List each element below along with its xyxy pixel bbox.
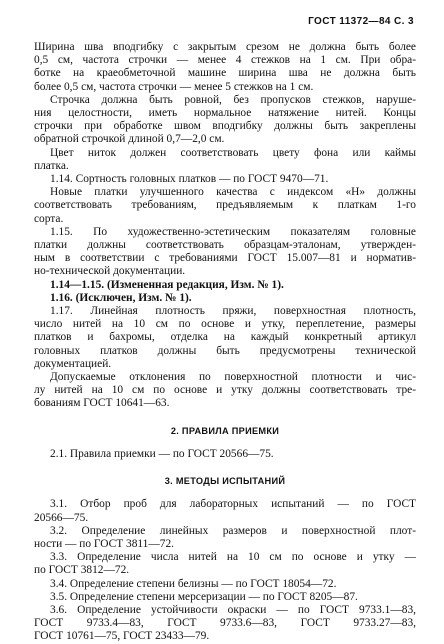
paragraph	[34, 173, 416, 186]
paragraph	[34, 604, 416, 644]
text-line: 3.4. Определение степени белизны — по ГОСТ 18054—72.	[50, 577, 337, 590]
text-line: 0,5 см, частота строчки — менее 4 стежков на 1 см. При обра-	[34, 54, 416, 67]
text-line: обратной строчкой длиной 0,7—2,0 см.	[34, 133, 225, 146]
text-line: платков и бахромы, отделка на каждый конкретный артикул	[34, 331, 416, 344]
text-line: Ширина шва вподгибку с закрытым срезом не должна быть более	[34, 41, 416, 53]
amendment-note	[34, 279, 416, 292]
text-line: 3.2. Определение линейных размеров и поверхностной плот-	[50, 524, 416, 537]
text-line: ГОСТ 9733.4—83, ГОСТ 9733.6—83, ГОСТ 9733.27—83,	[34, 617, 416, 630]
excluded-note	[34, 292, 416, 305]
text-line: 3.5. Определение степени мерсеризации — по ГОСТ 8205—87.	[50, 590, 358, 603]
paragraph	[34, 551, 416, 577]
text-line: 2.1. Правила приемки — по ГОСТ 20566—75.	[50, 447, 274, 460]
text-line: 1.15. По художественно-эстетическим показателям головные	[50, 225, 416, 238]
section-heading: 2. ПРАВИЛА ПРИЕМКИ	[170, 425, 280, 436]
paragraph	[34, 186, 416, 226]
paragraph	[34, 371, 416, 411]
text-line: головных платков должны быть предусмотрены технической	[34, 344, 416, 357]
text-line: 1.16. (Исключен, Изм. № 1).	[50, 291, 192, 304]
text-line: сорта.	[34, 212, 64, 225]
text-line: ности — по ГОСТ 3811—72.	[34, 537, 174, 550]
text-line: но-технической документации.	[34, 265, 186, 278]
text-line: 3.6. Определение устойчивости окраски — по ГОСТ 9733.1—83,	[50, 603, 416, 616]
text-line: 1.14—1.15. (Измененная редакция, Изм. № 1).	[50, 278, 284, 291]
text-line: ния целостности, иметь нормальное натяжение нитей. Концы	[34, 107, 416, 120]
document-body	[34, 41, 416, 644]
text-line: более 0,5 см, частота строчки — менее 5 стежков на 1 см.	[34, 80, 314, 93]
paragraph	[34, 498, 416, 524]
running-head: ГОСТ 11372—84 С. 3	[308, 16, 414, 27]
text-line: лу нитей на 10 см по основе и утку должны соответствовать тре-	[34, 384, 416, 397]
text-line: 1.14. Сортность головных платков — по ГОСТ 9470—71.	[50, 173, 329, 186]
text-line: документацией.	[34, 357, 112, 370]
text-line: Цвет ниток должен соответствовать цвету фона или каймы	[50, 146, 416, 159]
text-line: 20566—75.	[34, 511, 89, 524]
paragraph	[34, 578, 416, 591]
paragraph	[34, 591, 416, 604]
text-line: число нитей на 10 см по основе и утку, переплетение, размеры	[34, 318, 416, 331]
text-line: платка.	[34, 159, 69, 172]
paragraph	[34, 525, 416, 551]
paragraph	[34, 448, 416, 461]
text-line: строчки при обработке швом вподгибку должны быть закреплены	[34, 120, 416, 133]
paragraph	[34, 94, 416, 147]
paragraph	[34, 226, 416, 279]
text-line: Строчка должна быть ровной, без пропусков стежков, наруше-	[50, 93, 416, 106]
text-line: 3.1. Отбор проб для лабораторных испытаний — по ГОСТ	[50, 498, 416, 511]
text-line: ным в соответствии с требованиями ГОСТ 15.007—81 и норматив-	[34, 252, 416, 265]
text-line: 1.17. Линейная плотность пряжи, поверхностная плотность,	[50, 305, 416, 318]
text-line: ботке на краеобметочной машине ширина шва не должна быть	[34, 67, 416, 80]
text-line: Допускаемые отклонения по поверхностной плотности и чис-	[50, 371, 416, 384]
text-line: Новые платки улучшенного качества с индексом «Н» должны	[50, 186, 416, 199]
text-line: соответствовать требованиям, предъявляемым к платкам 1-го	[34, 199, 416, 212]
paragraph	[34, 41, 416, 94]
section-heading: 3. МЕТОДЫ ИСПЫТАНИЙ	[164, 476, 286, 487]
text-line: ГОСТ 10761—75, ГОСТ 23433—79.	[34, 630, 210, 643]
text-line: платки должны соответствовать образцам-эталонам, утвержден-	[34, 239, 416, 252]
text-line: 3.3. Определение числа нитей на 10 см по основе и утку —	[50, 551, 416, 564]
text-line: по ГОСТ 3812—72.	[34, 564, 130, 577]
paragraph	[34, 147, 416, 173]
paragraph	[34, 305, 416, 371]
text-line: бованиям ГОСТ 10641—63.	[34, 397, 170, 410]
